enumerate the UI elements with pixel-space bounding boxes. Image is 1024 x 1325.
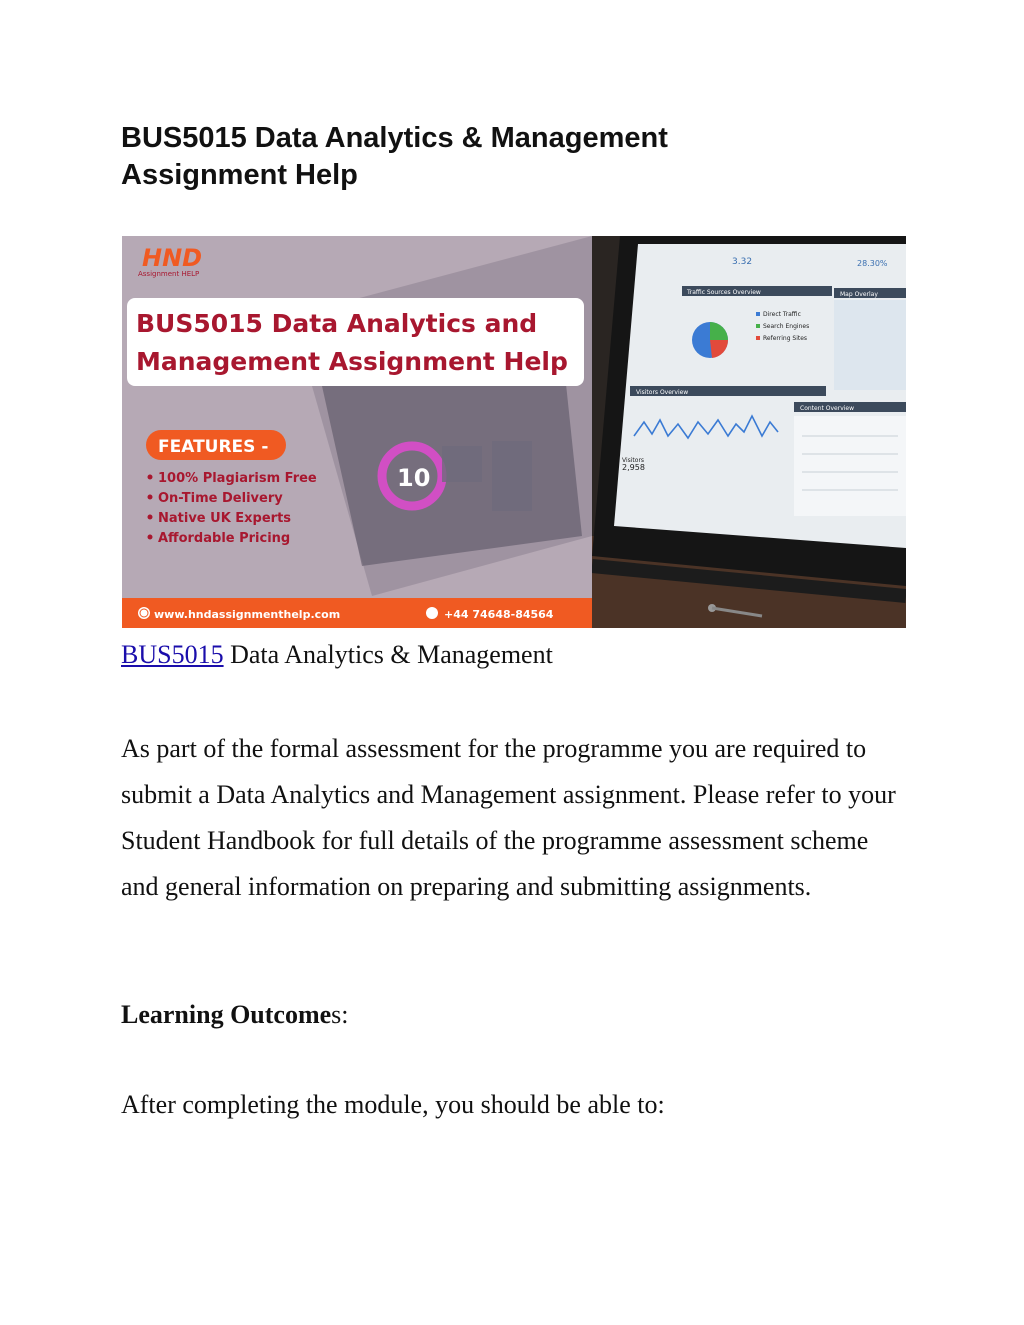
bullet-4 bbox=[148, 535, 153, 540]
bullet-2 bbox=[148, 495, 153, 500]
traffic-panel-title: Traffic Sources Overview bbox=[687, 289, 761, 296]
map-panel bbox=[834, 300, 906, 390]
footer-website: www.hndassignmenthelp.com bbox=[154, 608, 341, 621]
caption-text: Data Analytics & Management bbox=[223, 640, 553, 669]
visitors-label: Visitors bbox=[622, 457, 645, 464]
content-panel-title: Content Overview bbox=[800, 405, 855, 412]
after-completing-text: After completing the module, you should be able to: bbox=[121, 1090, 665, 1119]
legend-swatch-direct bbox=[756, 312, 760, 316]
logo-subtext: Assignment HELP bbox=[138, 270, 200, 278]
footer-phone: +44 74648-84564 bbox=[444, 608, 554, 621]
learning-outcomes-heading bbox=[121, 1000, 349, 1030]
banner-image bbox=[122, 236, 906, 628]
bus5015-link[interactable]: BUS5015 bbox=[121, 640, 224, 669]
learning-outcome-bold: Learning Outcome bbox=[121, 1000, 332, 1029]
intro-paragraph: As part of the formal assessment for the programme you are required to submit a Data Analytics and Management assignment. Please refer to your Student Handbook for full details of the programme assessment scheme and general information on preparing and submitting assignments. bbox=[121, 734, 896, 901]
screen-top-value: 3.32 bbox=[732, 257, 753, 267]
map-panel-title: Map Overlay bbox=[840, 291, 878, 298]
content-panel bbox=[794, 416, 906, 516]
legend-swatch-search bbox=[756, 324, 760, 328]
legend-search: Search Engines bbox=[763, 323, 810, 330]
bullet-1 bbox=[148, 475, 153, 480]
legend-referring: Referring Sites bbox=[763, 335, 808, 342]
visitors-panel-title: Visitors Overview bbox=[636, 389, 689, 396]
logo-mark: HND bbox=[142, 244, 203, 272]
map-tile bbox=[442, 446, 482, 482]
feature-item-2: On-Time Delivery bbox=[158, 491, 283, 506]
learning-outcome-suffix: s: bbox=[331, 1000, 349, 1029]
title-line-2: Assignment Help bbox=[121, 159, 358, 191]
bullet-3 bbox=[148, 515, 153, 520]
feature-item-4: Affordable Pricing bbox=[158, 531, 291, 546]
title-line-1: BUS5015 Data Analytics & Management bbox=[121, 122, 668, 154]
screen-top-pct: 28.30% bbox=[857, 259, 888, 268]
features-label: FEATURES - bbox=[158, 437, 269, 457]
dial-number: 10 bbox=[397, 464, 431, 492]
legend-direct: Direct Traffic bbox=[763, 311, 801, 318]
feature-item-1: 100% Plagiarism Free bbox=[158, 471, 317, 486]
feature-item-3: Native UK Experts bbox=[158, 511, 292, 526]
headline-line-2: Management Assignment Help bbox=[136, 347, 568, 376]
legend-swatch-referring bbox=[756, 336, 760, 340]
visitors-value: 2,958 bbox=[622, 463, 645, 472]
grid-tile bbox=[492, 441, 532, 511]
headline-line-1: BUS5015 Data Analytics and bbox=[136, 309, 538, 338]
image-caption bbox=[121, 640, 553, 670]
phone-icon bbox=[426, 607, 438, 619]
page-title bbox=[121, 120, 881, 194]
